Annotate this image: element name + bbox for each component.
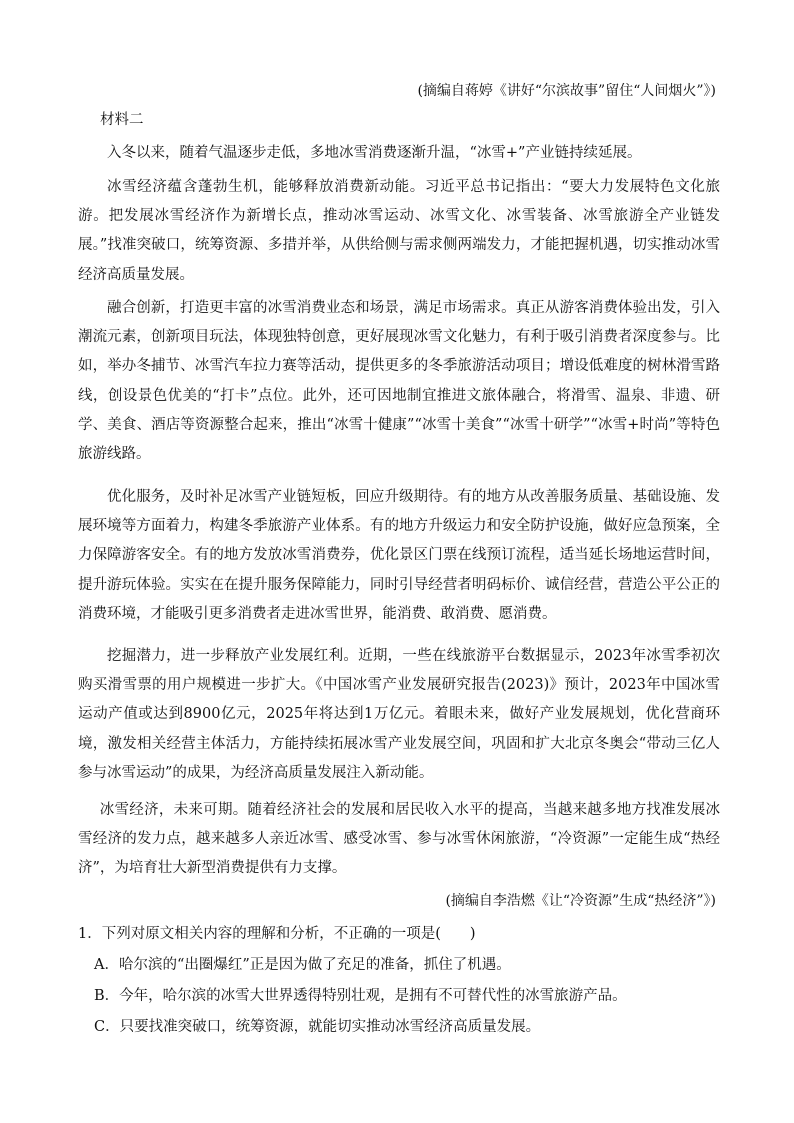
paragraph-2: 冰雪经济蕴含蓬勃生机，能够释放消费新动能。习近平总书记指出：“要大力发展特色文化旅游。把发展冰雪经济作为新增长点，推动冰雪运动、冰雪文化、冰雪装备、冰雪旅游全产业链发展。”找准突破口，统筹资源、多措并举，从供给侧与需求侧两端发力，才能把握机遇，切实推动冰雪经济高质量发展。	[78, 179, 720, 283]
question-1-option-b: B．今年，哈尔滨的冰雪大世界透得特别壮观，是拥有不可替代性的冰雪旅游产品。	[94, 988, 627, 1004]
question-1-option-c: C．只要找准突破口，统筹资源，就能切实推动冰雪经济高质量发展。	[94, 1019, 541, 1035]
paragraph-3: 融合创新，打造更丰富的冰雪消费业态和场景，满足市场需求。真正从游客消费体验出发，引入潮流元素，创新项目玩法，体现独特创意，更好展现冰雪文化魅力，有利于吸引消费者深度参与。比如，举办冬捕节、冰雪汽车拉力赛等活动，提供更多的冬季旅游活动项目；增设低难度的树林滑雪路线，创设景色优美的“打卡”点位。此外，还可因地制宜推进文旅体融合，将滑雪、温泉、非遗、研学、美食、酒店等资源整合起来，推出“冰雪十健康”“冰雪十美食”“冰雪十研学”“冰雪+时尚”等特色旅游线路。	[78, 300, 720, 463]
question-1-stem: 1．下列对原文相关内容的理解和分析，不正确的一项是( )	[78, 926, 476, 942]
material2-source: (摘编自李浩燃《让“冷资源”生成“热经济”》)	[445, 893, 716, 909]
material2-heading: 材料二	[100, 112, 144, 128]
paragraph-1: 入冬以来，随着气温逐步走低，多地冰雪消费逐渐升温，“冰雪+”产业链持续延展。	[107, 145, 642, 161]
paragraph-6: 冰雪经济，未来可期。随着经济社会的发展和居民收入水平的提高，当越来越多地方找准发展冰雪经济的发力点，越来越多人亲近冰雪、感受冰雪、参与冰雪休闲旅游，“冷资源”一定能生成“热经济”，为培育壮大新型消费提供有力支撑。	[78, 802, 720, 877]
paragraph-4: 优化服务，及时补足冰雪产业链短板，回应升级期待。有的地方从改善服务质量、基础设施、发展环境等方面着力，构建冬季旅游产业体系。有的地方升级运力和安全防护设施，做好应急预案，全力保障游客安全。有的地方发放冰雪消费券，优化景区门票在线预订流程，适当延长场地运营时间，提升游玩体验。实实在在提升服务保障能力，同时引导经营者明码标价、诚信经营，营造公平公正的消费环境，才能吸引更多消费者走进冰雪世界，能消费、敢消费、愿消费。	[78, 489, 720, 622]
paragraph-5: 挖掘潜力，进一步释放产业发展红利。近期，一些在线旅游平台数据显示，2023年冰雪季初次购买滑雪票的用户规模进一步扩大。《中国冰雪产业发展研究报告(2023)》预计，2023年中国冰雪运动产值或达到8900亿元，2025年将达到1万亿元。着眼未来，做好产业发展规划，优化营商环境，激发相关经营主体活力，方能持续拓展冰雪产业发展空间，巩固和扩大北京冬奥会“带动三亿人参与冰雪运动”的成果，为经济高质量发展注入新动能。	[78, 648, 720, 781]
question-1-option-a: A．哈尔滨的“出圈爆红”正是因为做了充足的准备，抓住了机遇。	[94, 957, 511, 973]
material1-source: (摘编自蒋婷《讲好“尔滨故事”留住“人间烟火”》)	[417, 83, 716, 99]
